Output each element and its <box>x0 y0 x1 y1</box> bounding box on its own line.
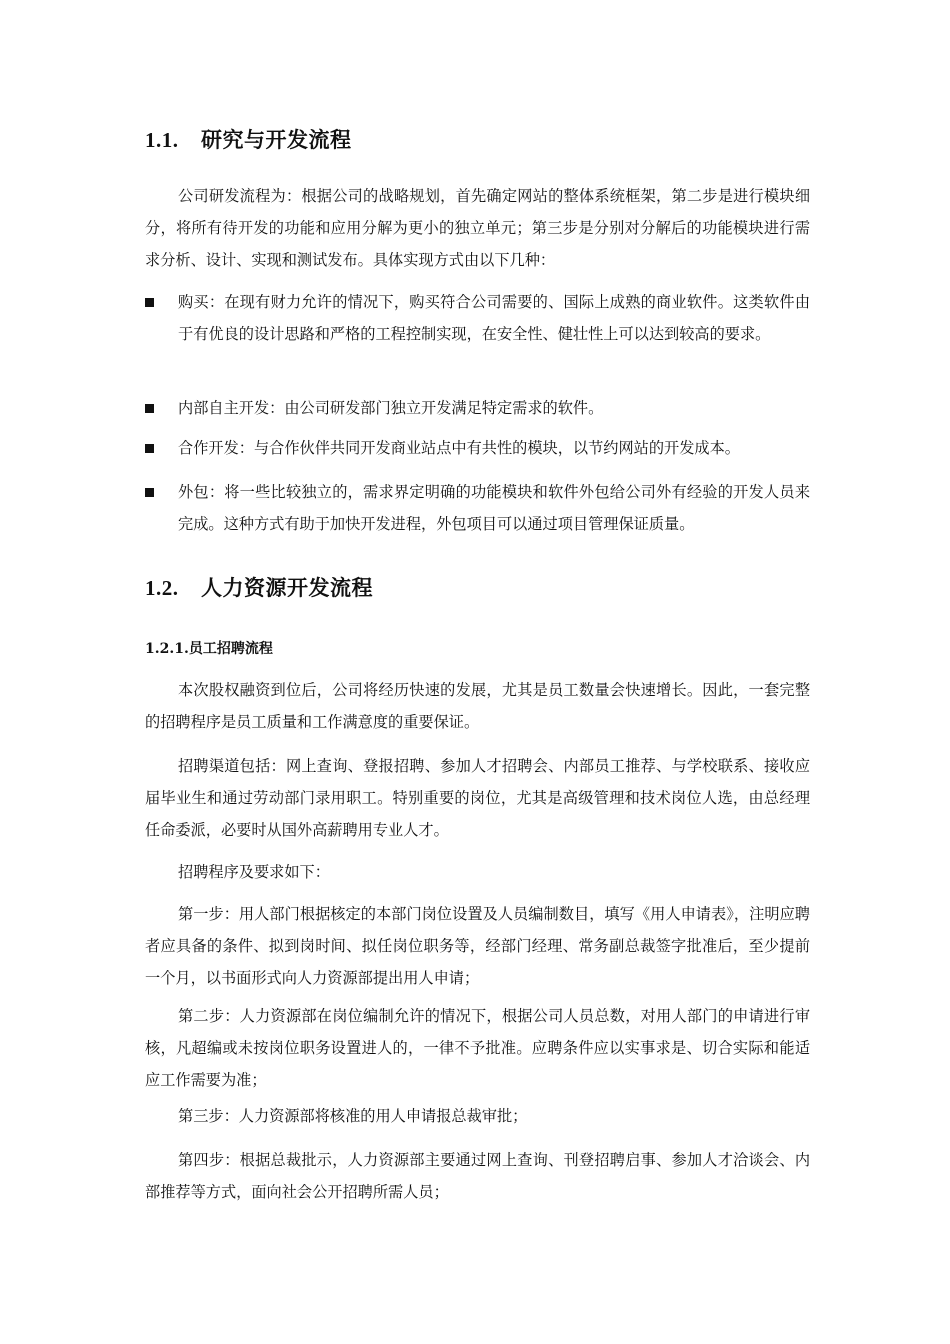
section-heading-1-2 <box>145 572 373 602</box>
body-paragraph: 招聘渠道包括：网上查询、登报招聘、参加人才招聘会、内部员工推荐、与学校联系、接收应届毕业生和通过劳动部门录用职工。特别重要的岗位，尤其是高级管理和技术岗位人选，由总经理任命委派，必要时从国外高薪聘用专业人才。 <box>145 757 810 839</box>
list-item-text: 外包：将一些比较独立的，需求界定明确的功能模块和软件外包给公司外有经验的开发人员来完成。这种方式有助于加快开发进程，外包项目可以通过项目管理保证质量。 <box>178 483 810 533</box>
list-item <box>145 432 810 464</box>
body-paragraph: 第四步：根据总裁批示，人力资源部主要通过网上查询、刊登招聘启事、参加人才洽谈会、内部推荐等方式，面向社会公开招聘所需人员； <box>145 1151 810 1201</box>
list-item <box>145 286 810 350</box>
list-item <box>145 476 810 540</box>
section-title: 人力资源开发流程 <box>201 575 373 600</box>
square-bullet-icon <box>145 298 154 307</box>
list-item-text: 内部自主开发：由公司研发部门独立开发满足特定需求的软件。 <box>178 399 604 417</box>
section-heading-1-1 <box>145 124 352 154</box>
body-paragraph: 招聘程序及要求如下： <box>178 863 330 881</box>
body-paragraph: 本次股权融资到位后，公司将经历快速的发展，尤其是员工数量会快速增长。因此，一套完整的招聘程序是员工质量和工作满意度的重要保证。 <box>145 681 810 731</box>
section-title: 研究与开发流程 <box>201 127 352 152</box>
list-item <box>145 392 810 424</box>
subsection-title: 员工招聘流程 <box>188 641 273 657</box>
list-item-text: 合作开发：与合作伙伴共同开发商业站点中有共性的模块，以节约网站的开发成本。 <box>178 439 740 457</box>
subsection-number: 1.2.1. <box>145 641 189 657</box>
square-bullet-icon <box>145 488 154 497</box>
square-bullet-icon <box>145 444 154 453</box>
section-number: 1.1. <box>145 128 179 152</box>
list-item-text: 购买：在现有财力允许的情况下，购买符合公司需要的、国际上成熟的商业软件。这类软件由于有优良的设计思路和严格的工程控制实现，在安全性、健壮性上可以达到较高的要求。 <box>178 293 810 343</box>
subsection-heading-1-2-1 <box>145 638 273 658</box>
intro-paragraph: 公司研发流程为：根据公司的战略规划，首先确定网站的整体系统框架，第二步是进行模块细分，将所有待开发的功能和应用分解为更小的独立单元；第三步是分别对分解后的功能模块进行需求分析、设计、实现和测试发布。具体实现方式由以下几种： <box>145 187 810 269</box>
body-paragraph: 第一步：用人部门根据核定的本部门岗位设置及人员编制数目，填写《用人申请表》，注明应聘者应具备的条件、拟到岗时间、拟任岗位职务等，经部门经理、常务副总裁签字批准后，至少提前一个月，以书面形式向人力资源部提出用人申请； <box>145 905 810 987</box>
body-paragraph: 第三步：人力资源部将核准的用人申请报总裁审批； <box>178 1107 528 1125</box>
body-paragraph: 第二步：人力资源部在岗位编制允许的情况下，根据公司人员总数，对用人部门的申请进行审核，凡超编或未按岗位职务设置进人的，一律不予批准。应聘条件应以实事求是、切合实际和能适应工作需要为准； <box>145 1007 810 1089</box>
square-bullet-icon <box>145 404 154 413</box>
section-number: 1.2. <box>145 576 179 600</box>
